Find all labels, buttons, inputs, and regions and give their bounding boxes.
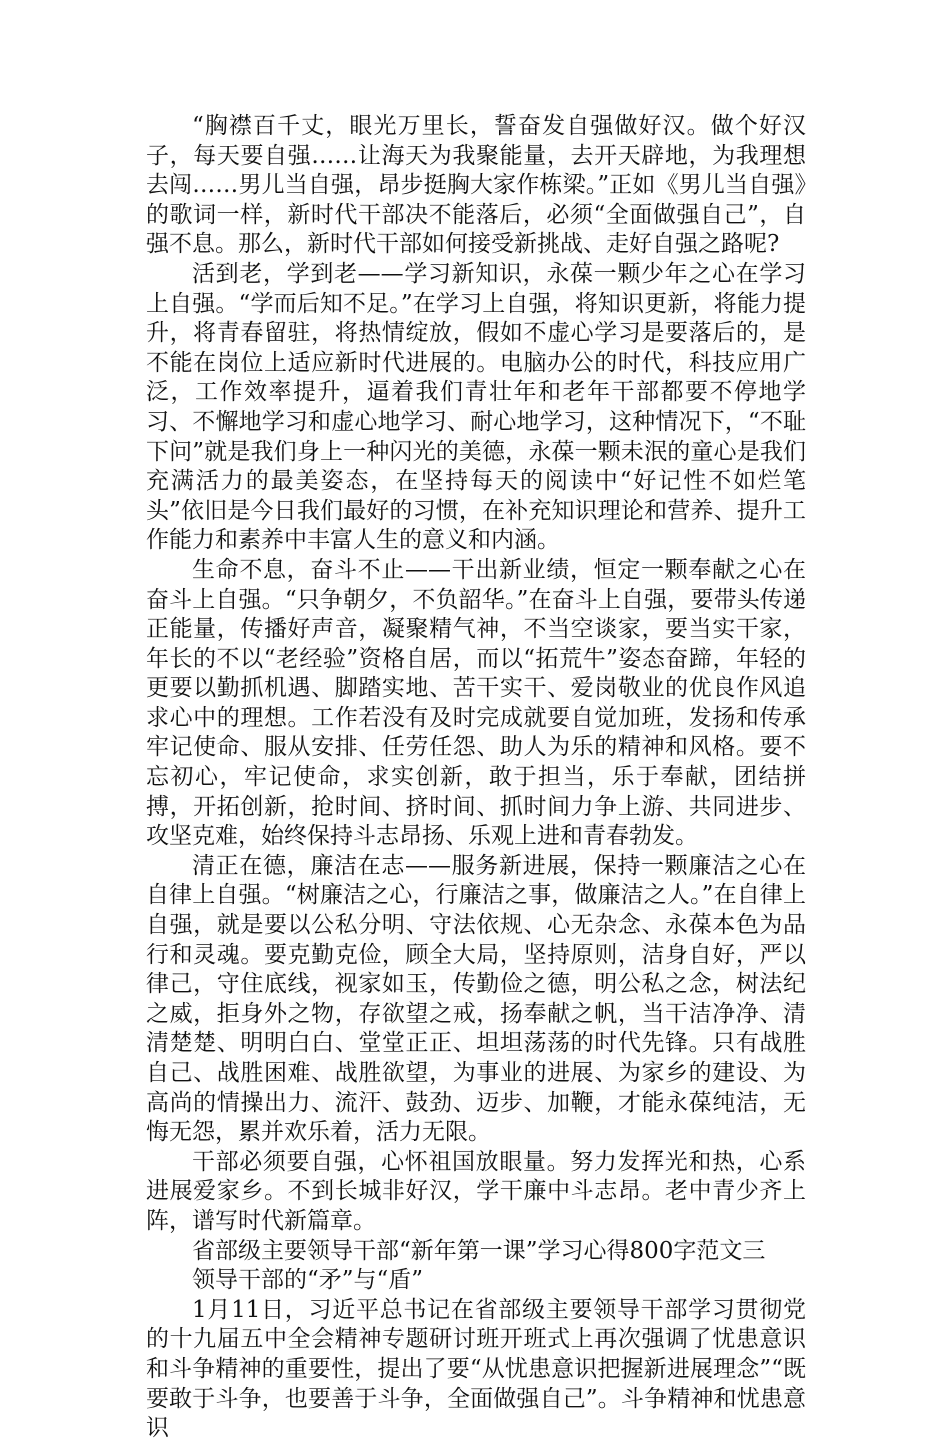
paragraph-article-start: 1月11日，习近平总书记在省部级主要领导干部学习贯彻党的十九届五中全会精神专题研讨班开班式上再次强调了忧患意识和斗争精神的重要性，提出了要“从忧患意识把握新进展理念”“既要敢于斗争，也要善于斗争，全面做强自己”。斗争精神和忧患意识 [146,1296,806,1442]
document-body [146,112,806,1444]
paragraph-learning: 活到老，学到老——学习新知识，永葆一颗少年之心在学习上自强。“学而后知不足。”在学习上自强，将知识更新，将能力提升，将青春留驻，将热情绽放，假如不虚心学习是要落后的，是不能在岗位上适应新时代进展的。电脑办公的时代，科技应用广泛，工作效率提升，逼着我们青壮年和老年干部都要不停地学习、不懈地学习和虚心地学习、耐心地学习，这种情况下，“不耻下问”就是我们身上一种闪光的美德，永葆一颗未泯的童心是我们充满活力的最美姿态，在坚持每天的阅读中“好记性不如烂笔头”依旧是今日我们最好的习惯，在补充知识理论和营养、提升工作能力和素养中丰富人生的意义和内涵。 [146,260,806,554]
paragraph-intro: “胸襟百千丈，眼光万里长，誓奋发自强做好汉。做个好汉子，每天要自强……让海天为我聚能量，去开天辟地，为我理想去闯……男儿当自强，昂步挺胸大家作栋梁。”正如《男儿当自强》的歌词一样，新时代干部决不能落后，必须“全面做强自己”，自强不息。那么，新时代干部如何接受新挑战、走好自强之路呢? [146,113,806,258]
section-heading: 省部级主要领导干部“新年第一课”学习心得800字范文三 [192,1237,766,1264]
article-title: 领导干部的“矛”与“盾” [192,1267,424,1294]
paragraph-striving: 生命不息，奋斗不止——干出新业绩，恒定一颗奉献之心在奋斗上自强。“只争朝夕，不负韶华。”在奋斗上自强，要带头传递正能量，传播好声音，凝聚精气神，不当空谈家，要当实干家，年长的不以“老经验”资格自居，而以“拓荒牛”姿态奋蹄，年轻的更要以勤抓机遇、脚踏实地、苦干实干、爱岗敬业的优良作风追求心中的理想。工作若没有及时完成就要自觉加班，发扬和传承牢记使命、服从安排、任劳任怨、助人为乐的精神和风格。要不忘初心，牢记使命，求实创新，敢于担当，乐于奉献，团结拼搏，开拓创新，抢时间、挤时间、抓时间力争上游、共同进步、攻坚克难，始终保持斗志昂扬、乐观上进和青春勃发。 [146,556,806,850]
paragraph-integrity: 清正在德，廉洁在志——服务新进展，保持一颗廉洁之心在自律上自强。“树廉洁之心，行廉洁之事，做廉洁之人。”在自律上自强，就是要以公私分明、守法依规、心无杂念、永葆本色为品行和灵魂。要克勤克俭，顾全大局，坚持原则，洁身自好，严以律己，守住底线，视家如玉，传勤俭之德，明公私之念，树法纪之威，拒身外之物，存欲望之戒，扬奉献之帆，当干洁净净、清清楚楚、明明白白、堂堂正正、坦坦荡荡的时代先锋。只有战胜自己、战胜困难、战胜欲望，为事业的进展、为家乡的建设、为高尚的情操出力、流汗、鼓劲、迈步、加鞭，才能永葆纯洁，无悔无怨，累并欢乐着，活力无限。 [146,852,806,1146]
paragraph-closing-verse: 干部必须要自强，心怀祖国放眼量。努力发挥光和热，心系进展爱家乡。不到长城非好汉，学干廉中斗志昂。老中青少齐上阵，谱写时代新篇章。 [146,1148,806,1234]
